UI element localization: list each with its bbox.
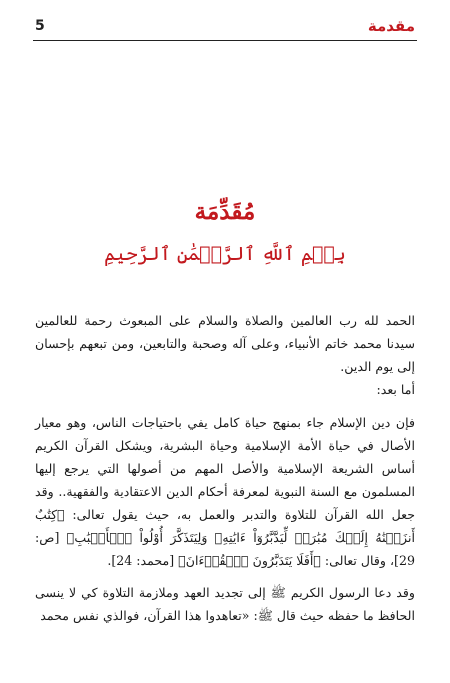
running-title: مقدمة [367,17,415,35]
paragraph-islam: فإن دين الإسلام جاء بمنهج حياة كامل يفي باحتياجات الناس، وهو معيار الأصال في حياة الأمة الإسلامية وحياة البشرية، ويشكل القرآن الكريم أساس الشريعة الإسلامية والأصل المهم من أصولها التي يرجع إليها المسلمون مع السنة النبوية لمعرفة أحكام الدين الاعتقادية والفقهية.. وقد جعل الله القرآن للتلاوة والتدبر والعمل به، حيث يقول تعالى: ﴿كِتَٰبٌ أَنزَلۡنَٰهُ إِلَيۡكَ مُبَٰرَكٞ لِّيَدَّبَّرُوٓاْ ءَايَٰتِهِۦ وَلِيَتَذَكَّرَ أُوْلُواْ ٱلۡأَلۡبَٰبِ﴾ [ص: 29]، وقال تعالى: ﴿أَفَلَا يَتَدَبَّرُونَ ٱلۡقُرۡءَانَ﴾ [محمد: 24]. [35,415,415,568]
basmala: بِسۡمِ ٱللَّهِ ٱلرَّحۡمَٰنِ ٱلرَّحِيمِ [104,243,346,265]
body-text [35,309,415,627]
page-number: 5 [35,18,45,34]
chapter-title: مُقَدِّمَة [194,198,256,225]
paragraph-prophet: وقد دعا الرسول الكريم ﷺ إلى تجديد العهد وملازمة التلاوة كي لا ينسى الحافظ ما حفظه حيث قال ﷺ: «تعاهدوا هذا القرآن، فوالذي نفس محمد [35,585,415,623]
paragraph-opening: الحمد لله رب العالمين والصلاة والسلام على المبعوث رحمة للعالمين سيدنا محمد خاتم الأنبياء، وعلى آله وصحبة والتابعين، ومن تبعهم بإحسان إلى يوم الدين. [35,313,415,374]
running-header [33,16,417,41]
paragraph-amma-baad: أما بعد: [376,382,415,397]
